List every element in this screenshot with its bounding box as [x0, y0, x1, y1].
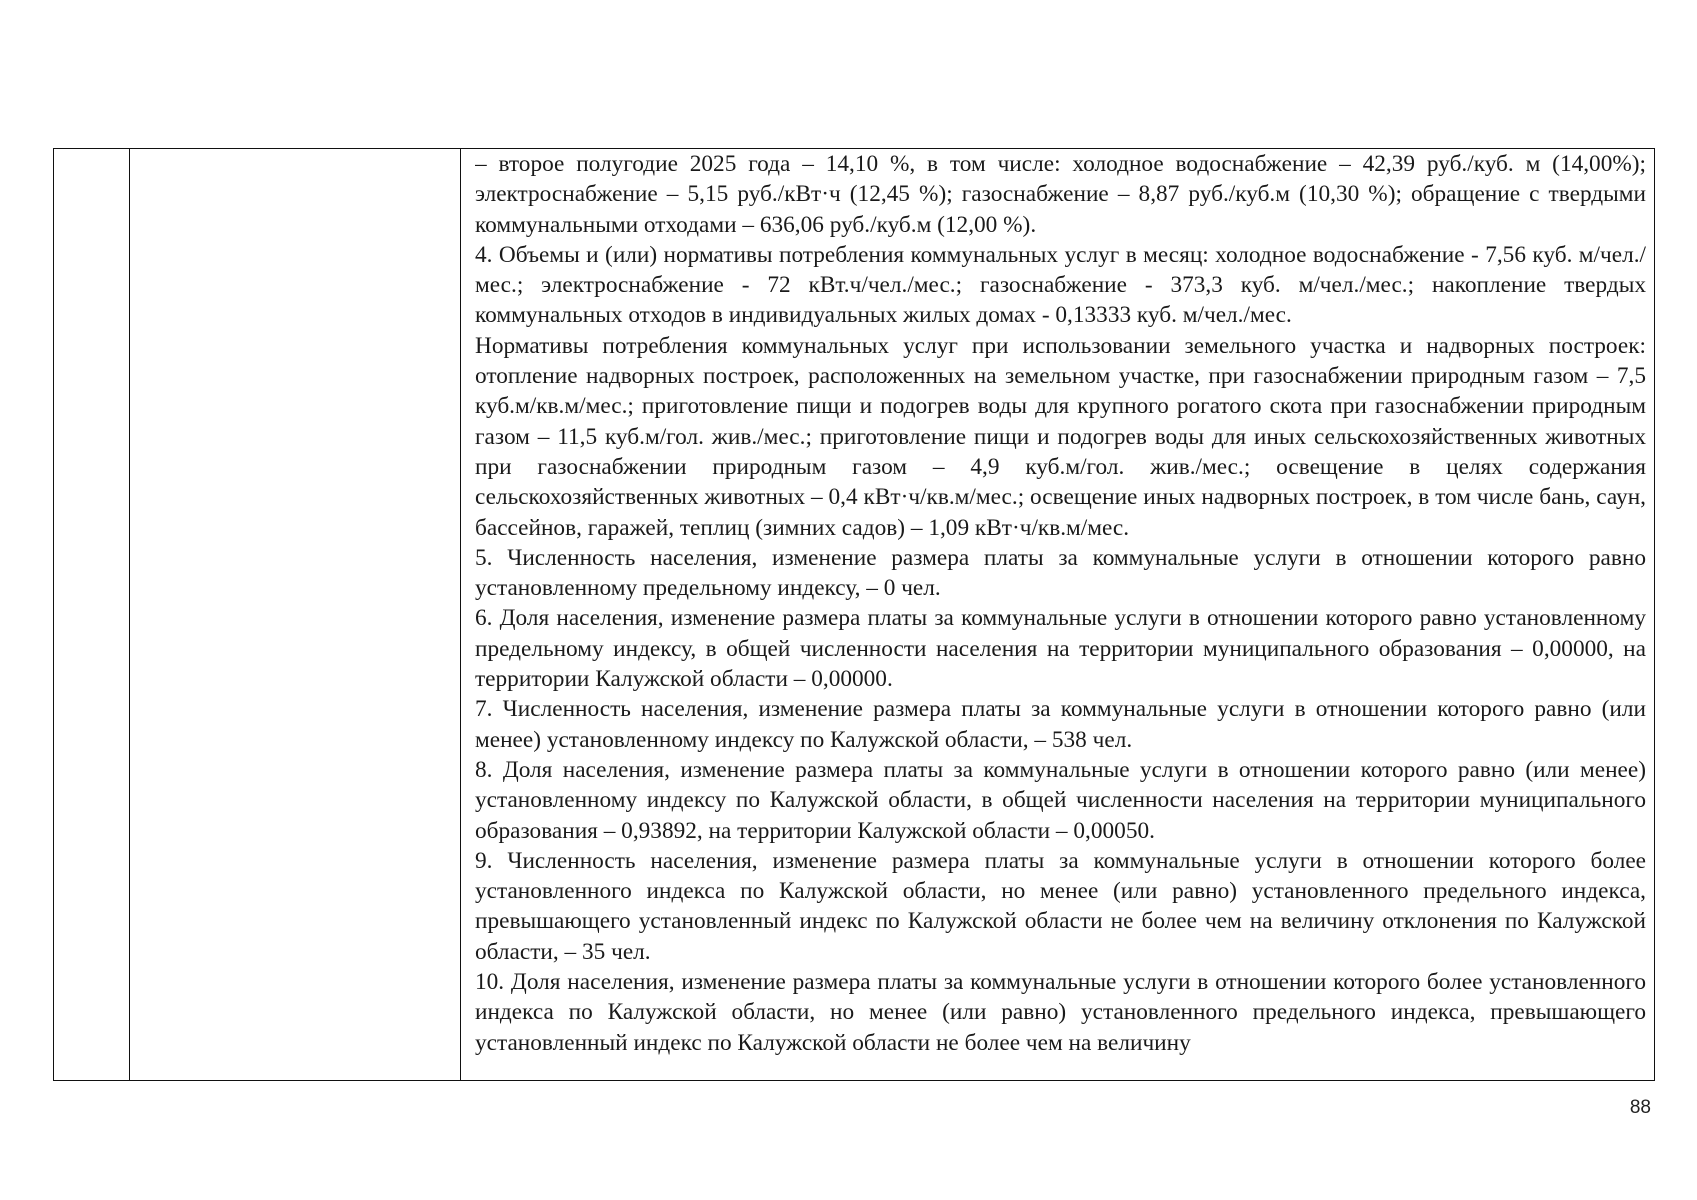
paragraph-item-6: 6. Доля населения, изменение размера платы за коммунальные услуги в отношении которого равно установленному предельному индексу, в общей численности населения на территории муниципального образования – 0,00000, на территории Калужской области – 0,00000.: [475, 605, 1646, 693]
paragraph-second-half-2025: – второе полугодие 2025 года – 14,10 %, в том числе: холодное водоснабжение – 42,39 руб./куб. м (14,00%); электроснабжение – 5,15 руб./кВт·ч (12,45 %); газоснабжение – 8,87 руб./куб.м (10,30 %); обращение с твердыми коммунальными отходами – 636,06 руб./куб.м (12,00 %).: [475, 151, 1646, 238]
table-cell-empty-first: [54, 149, 130, 1081]
paragraph-item-9: 9. Численность населения, изменение размера платы за коммунальные услуги в отношении которого более установленного индекса по Калужской области, но менее (или равно) установленного предельного индекса, превышающего установленный индекс по Калужской области не более чем на величину отклонения по Калужской области, – 35 чел.: [475, 847, 1646, 965]
cell-text-block: [475, 149, 1646, 1077]
paragraph-item-4: 4. Объемы и (или) нормативы потребления коммунальных услуг в месяц: холодное водоснабжение - 7,56 куб. м/чел./мес.; электроснабжение - 72 кВт.ч/чел./мес.; газоснабжение - 373,3 куб. м/чел./мес.; накопление твердых коммунальных отходов в индивидуальных жилых домах - 0,13333 куб. м/чел./мес.: [475, 241, 1646, 329]
table-cell-content: [461, 149, 1655, 1081]
paragraph-item-8: 8. Доля населения, изменение размера платы за коммунальные услуги в отношении которого равно (или менее) установленному индексу по Калужской области, в общей численности населения на территории муниципального образования – 0,93892, на территории Калужской области – 0,00050.: [475, 756, 1646, 844]
document-table: [53, 148, 1655, 1081]
table-row: [54, 149, 1655, 1081]
paragraph-land-norms: Нормативы потребления коммунальных услуг при использовании земельного участка и надворных построек: отопление надворных построек, расположенных на земельном участке, при газоснабжении природным газом – 7,5 куб.м/кв.м/мес.; приготовление пищи и подогрев воды для крупного рогатого скота при газоснабжении природным газом – 11,5 куб.м/гол. жив./мес.; приготовление пищи и подогрев воды для иных сельскохозяйственных животных при газоснабжении природным газом – 4,9 куб.м/гол. жив./мес.; освещение в целях содержания сельскохозяйственных животных – 0,4 кВт·ч/кв.м/мес.; освещение иных надворных построек, в том числе бань, саун, бассейнов, гаражей, теплиц (зимних садов) – 1,09 кВт·ч/кв.м/мес.: [475, 332, 1646, 541]
page-number: 88: [1629, 1097, 1651, 1118]
paragraph-item-7: 7. Численность населения, изменение размера платы за коммунальные услуги в отношении которого равно (или менее) установленному индексу по Калужской области, – 538 чел.: [475, 696, 1646, 753]
paragraph-item-10: 10. Доля населения, изменение размера платы за коммунальные услуги в отношении которого более установленного индекса по Калужской области, но менее (или равно) установленного предельного индекса, превышающего установленный индекс по Калужской области не более чем на величину: [475, 969, 1646, 1056]
table-cell-empty-second: [130, 149, 461, 1081]
paragraph-item-5: 5. Численность населения, изменение размера платы за коммунальные услуги в отношении которого равно установленному предельному индексу, – 0 чел.: [475, 544, 1646, 602]
